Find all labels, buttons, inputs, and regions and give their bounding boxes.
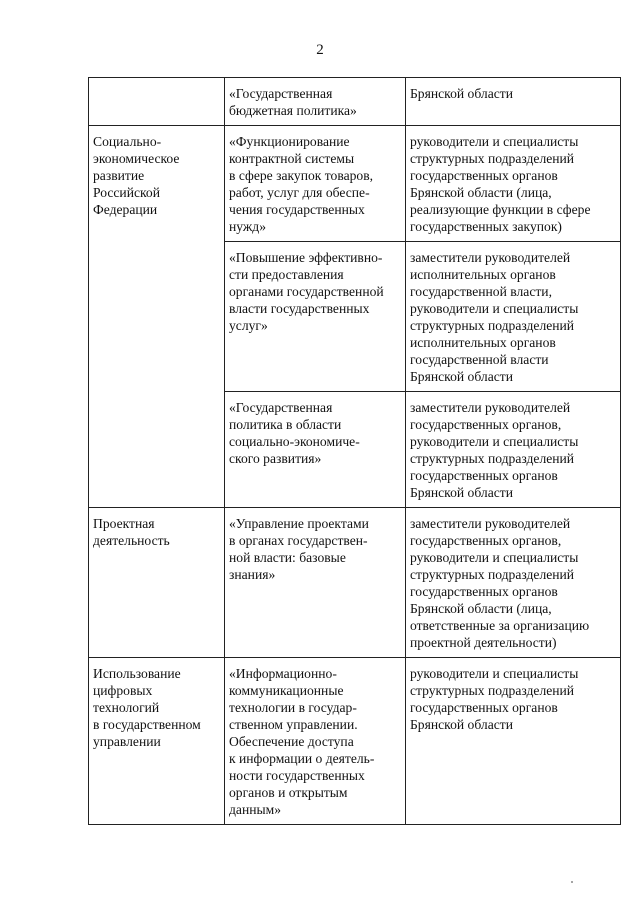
- audience-text: заместители руководителей исполнительных органов государственной власти, руководители и специалисты структурных подразделений исполнительных органов государственной власти Брянской области: [410, 250, 579, 384]
- program-text: «Государственная бюджетная политика»: [229, 86, 357, 118]
- table-row: [89, 658, 621, 825]
- program-cell: [225, 658, 406, 825]
- audience-cell: [406, 658, 621, 825]
- audience-cell: [406, 392, 621, 508]
- page-number: 2: [316, 42, 324, 58]
- program-cell: [225, 78, 406, 126]
- program-cell: [225, 242, 406, 392]
- audience-cell: [406, 78, 621, 126]
- program-text: «Государственная политика в области социально-экономиче- ского развития»: [229, 400, 360, 466]
- category-text: Социально- экономическое развитие Российской Федерации: [93, 134, 180, 217]
- program-table: [88, 77, 621, 825]
- program-text: «Функционирование контрактной системы в сфере закупок товаров, работ, услуг для обеспе- чения государственных нужд»: [229, 134, 374, 234]
- audience-text: заместители руководителей государственных органов, руководители и специалисты структурных подразделений государственных органов Брянской области: [410, 400, 579, 500]
- audience-text: заместители руководителей государственных органов, руководители и специалисты структурных подразделений государственных органов Брянской области (лица, ответственные за организацию проектной деятельности): [410, 516, 590, 650]
- category-cell: [89, 658, 225, 825]
- table-row: [89, 78, 621, 126]
- category-text: Использование цифровых технологий в государственном управлении: [93, 666, 201, 749]
- program-text: «Управление проектами в органах государствен- ной власти: базовые знания»: [229, 516, 369, 582]
- table-row: [89, 508, 621, 658]
- program-text: «Повышение эффективно- сти предоставления органами государственной власти государственных услуг»: [229, 250, 384, 333]
- table-row: [89, 126, 621, 242]
- category-cell: [89, 508, 225, 658]
- category-cell: [89, 78, 225, 126]
- program-cell: [225, 508, 406, 658]
- audience-text: руководители и специалисты структурных подразделений государственных органов Брянской области: [410, 666, 579, 732]
- audience-cell: [406, 126, 621, 242]
- program-text: «Информационно- коммуникационные технологии в государ- ственном управлении. Обеспечение доступа к информации о деятель- ности государственных органов и открытым данным»: [229, 666, 375, 817]
- audience-text: Брянской области: [410, 86, 513, 101]
- category-cell: [89, 126, 225, 508]
- audience-cell: [406, 242, 621, 392]
- program-cell: [225, 126, 406, 242]
- audience-cell: [406, 508, 621, 658]
- audience-text: руководители и специалисты структурных подразделений государственных органов Брянской области (лица, реализующие функции в сфере государственных закупок): [410, 134, 591, 234]
- category-text: Проектная деятельность: [93, 516, 170, 548]
- program-cell: [225, 392, 406, 508]
- scan-speck: [571, 881, 573, 883]
